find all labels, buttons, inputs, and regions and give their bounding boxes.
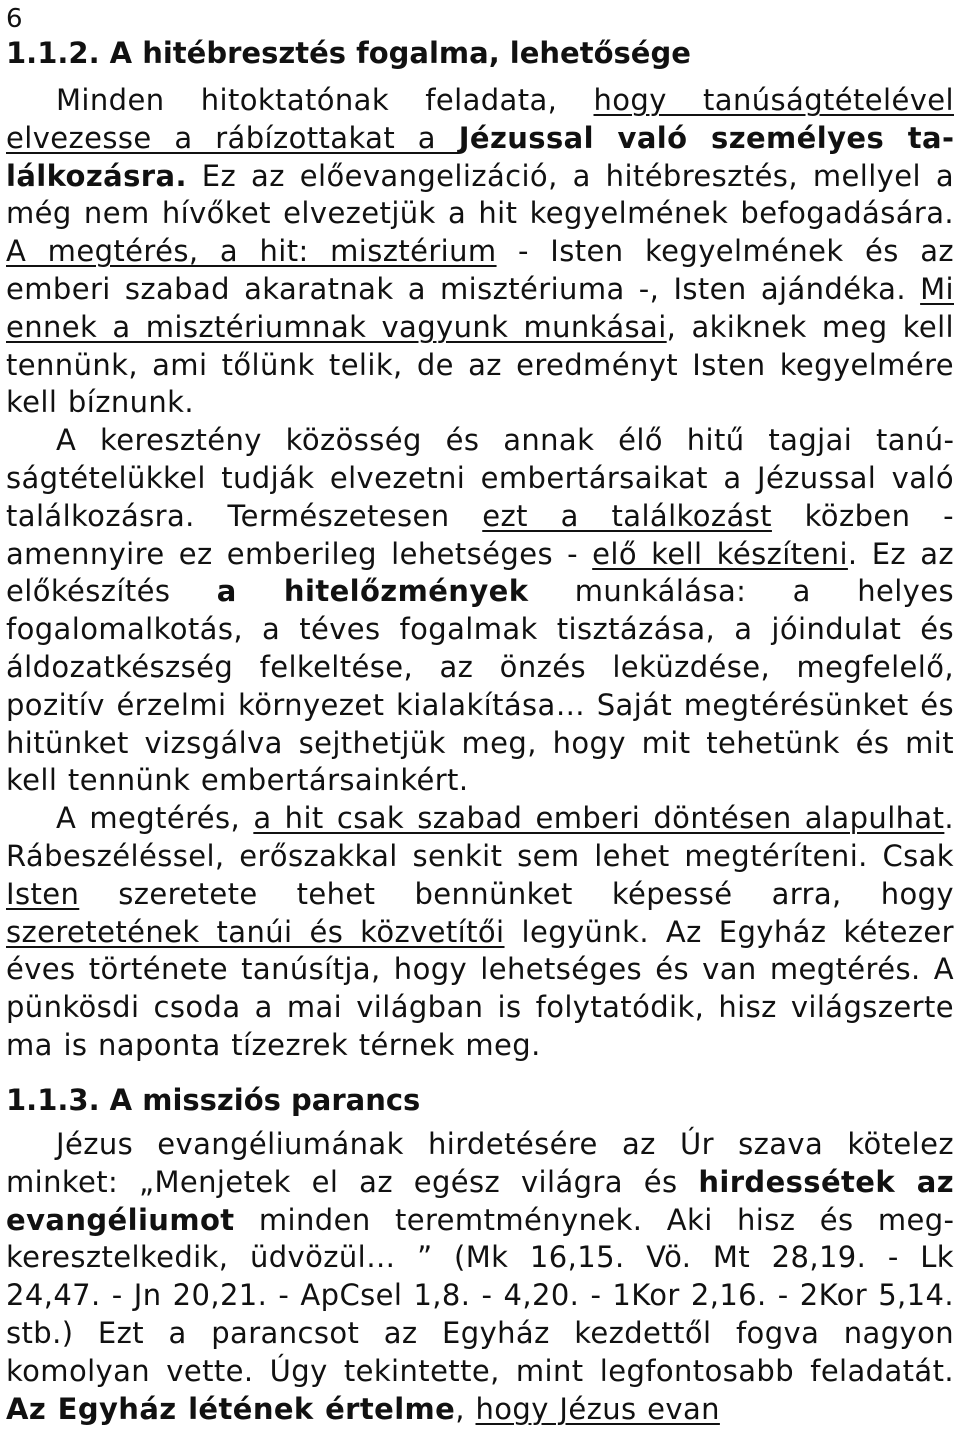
text-run: munkálása: a helyes fogalomalkotás, a téves fogalmak tisztázása, a jóindulat és áldozatkészség felkeltése, az önzés leküzdése, megfelelő, pozitív érzelmi környezet kialakítása… Saját megtérésünket és hitünket vizsgálva sejthetjük meg, hogy mit tehetünk és mit kell tennünk embertársainkért. [6,574,954,798]
text-run: közben - amennyire ez emberileg lehetséges - [6,498,954,571]
bold-text: hirdessétek az evangéliumot [6,1164,954,1237]
underlined-text: Isten [6,876,80,911]
underlined-text: hogy tanúságtételével elvezesse a rábízottakat a [6,83,954,155]
text-run: legyünk. Az Egyház kétezer éves története tanúsítja, hogy lehetséges és van megtérés. A pünkösdi csoda a mai világban is folytatódik, hisz világszerte ma is naponta tízezrek térnek meg. [6,914,954,1062]
text-run: . Rábeszéléssel, erőszakkal senkit sem lehet megtéríteni. Csak [6,801,954,873]
text-run: , akiknek meg kell tennünk, ami tőlünk telik, de az eredményt Isten kegyelmére kell bíznunk. [6,309,954,420]
underlined-text: a hit csak szabad emberi döntésen alapulhat [253,801,945,836]
text-run: , [455,1391,476,1426]
text-run: Jézus evangéliumának hirdetésére az Úr szava kötelez minket: „Menjetek el az egész világra és [6,1127,954,1199]
page-number: 6 [6,4,23,34]
bold-text: Az Egyház létének értelme [6,1391,456,1426]
text-run: Minden hitoktatónak feladata, [56,83,594,117]
text-run: Ez az előevangelizáció, a hitébresztés, mellyel a még nem hívőket elvezetjük a hit kegyelmének befogadására. [6,158,954,231]
underlined-text: hogy Jézus evan [475,1391,720,1426]
underlined-text: A megtérés, a hit: misztérium [6,234,497,269]
underlined-text: ezt a találkozást [482,498,772,533]
section-heading-hitebresztes: 1.1.2. A hitébresztés fogalma, lehetősége [6,36,691,70]
underlined-text: elő kell készíteni [592,536,848,571]
section-body-misszios-parancs [6,1126,954,1428]
bold-text: a hitelőzmények [216,574,529,609]
section-body-hitebresztes [6,82,954,1065]
underlined-text: szeretetének tanúi és közvetítői [6,914,505,949]
text-run: szeretete tehet bennünket képessé arra, hogy [79,876,954,911]
text-run: . Ez az előkészítés [6,536,954,609]
bold-text: Jézussal való személyes találkozásra. [6,120,954,193]
text-run: A keresztény közösség és annak élő hitű tagjai tanúságtételükkel tudják elvezetni embertársaikat a Jézussal való találkozásra. Természetesen [6,423,954,533]
underlined-text: Mi ennek a misztériumnak vagyunk munkásai [6,271,954,344]
text-run: A megtérés, [56,801,254,836]
text-run: minden teremtménynek. Aki hisz és megkeresztelkedik, üdvözül… ” (Mk 16,15. Vö. Mt 28,19. - Lk 24,47. - Jn 20,21. - ApCsel 1,8. - 4,20. - 1Kor 2,16. - 2Kor 5,14. stb.) Ezt a parancsot az Egyház kezdettől fogva nagyon komolyan vette. Úgy tekintette, mint legfontosabb feladatát. [6,1202,954,1388]
section-heading-misszios-parancs: 1.1.3. A missziós parancs [6,1083,421,1117]
text-run: - Isten kegyelmének és az emberi szabad akaratnak a misztériuma -, Isten ajándéka. [6,234,954,306]
